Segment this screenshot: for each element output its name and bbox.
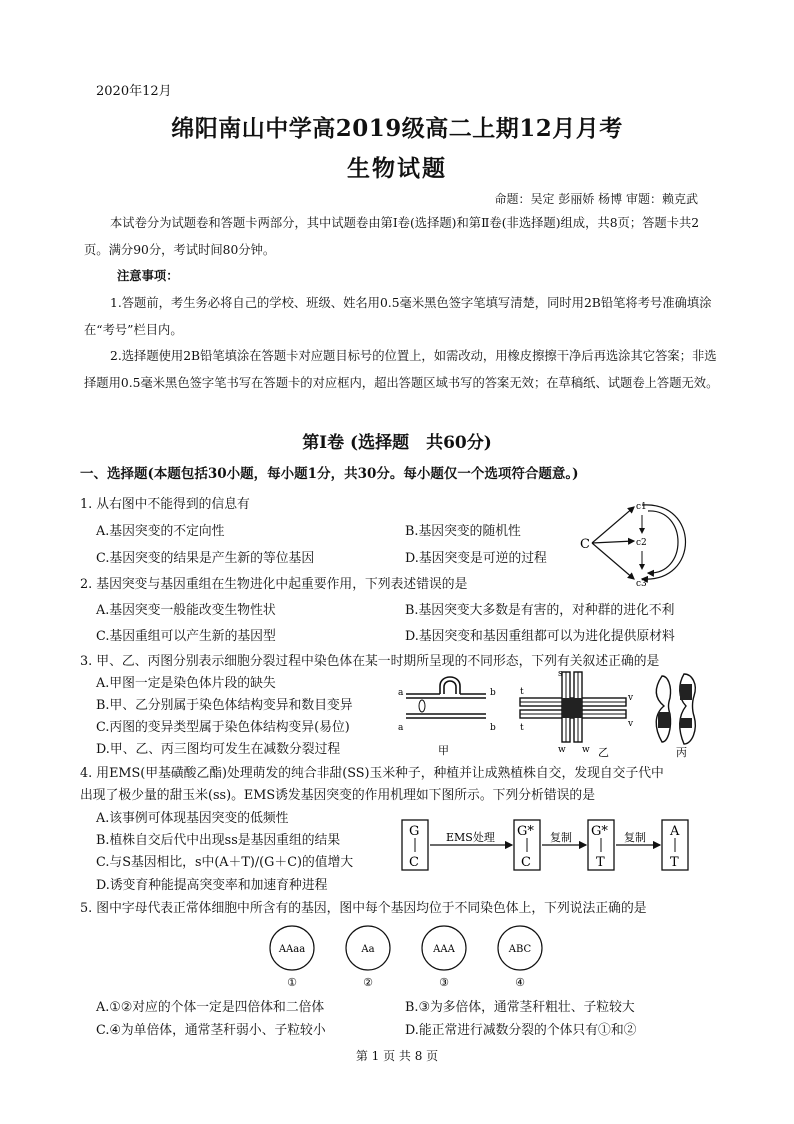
q5-cell-2-genes: Aa bbox=[361, 944, 375, 955]
q1-arrow-c-c1 bbox=[592, 507, 634, 543]
q4-option-c: C.与S基因相比，s中(A＋T)/(G＋C)的值增大 bbox=[96, 855, 354, 870]
notice-item-1-text: 1.答题前，考生务必将自己的学校、班级、姓名用0.5毫米黑色签字笔填写清楚，同时用2B铅笔将考号准确填涂在“考号”栏目内。 bbox=[84, 296, 712, 337]
q5-cell-3-genes: AAA bbox=[433, 944, 455, 955]
q3-label-v-top: v bbox=[628, 693, 634, 703]
q3-label-a-top: a bbox=[398, 688, 404, 698]
q5-option-b: B.③为多倍体，通常茎秆粗壮、子粒较大 bbox=[405, 1000, 635, 1015]
notice-item-1 bbox=[84, 290, 720, 344]
intro-text: 本试卷分为试题卷和答题卡两部分，其中试题卷由第Ⅰ卷(选择题)和第Ⅱ卷(非选择题)组成，共8页；答题卡共2页。满分90分，考试时间80分钟。 bbox=[84, 216, 700, 257]
q5-cell-3-label: ③ bbox=[439, 976, 449, 989]
q5-cell-1-label: ① bbox=[287, 976, 297, 989]
notice-item-2 bbox=[84, 343, 720, 397]
q1-label-c3: c3 bbox=[636, 579, 647, 589]
exam-title: 绵阳南山中学高2019级高二上期12月月考 bbox=[171, 115, 623, 142]
q4-option-d: D.诱变育种能提高突变率和加速育种进程 bbox=[96, 878, 328, 893]
q1-option-a: A.基因突变的不定向性 bbox=[96, 524, 225, 539]
q3-figure-yi bbox=[520, 669, 634, 759]
q4-stem-line-1: 4. 用EMS(甲基磺酸乙酯)处理萌发的纯合非甜(SS)玉米种子，种植并让成熟植株自交，发现自交子代中 bbox=[80, 766, 664, 781]
q4-box-1-bottom: C bbox=[409, 855, 419, 870]
q4-box-2-top: G* bbox=[517, 824, 534, 839]
q3-label-s: s bbox=[558, 669, 563, 679]
q1-inner-arc bbox=[648, 511, 678, 573]
q3-label-t-bottom: t bbox=[520, 723, 524, 733]
q5-cell-2 bbox=[346, 926, 390, 989]
q5-stem: 5. 图中字母代表正常体细胞中所含有的基因，图中每个基因均位于不同染色体上，下列说法正确的是 bbox=[80, 901, 647, 916]
q1-option-b: B.基因突变的随机性 bbox=[405, 524, 521, 539]
q4-box-4-top: A bbox=[670, 824, 680, 839]
q3-option-c: C.丙图的变异类型属于染色体结构变异(易位) bbox=[96, 720, 350, 735]
q3-option-b: B.甲、乙分别属于染色体结构变异和数目变异 bbox=[96, 698, 353, 713]
q5-cell-4-label: ④ bbox=[515, 976, 525, 989]
q3-caption-yi: 乙 bbox=[598, 746, 609, 759]
page-footer: 第 1 页 共 8 页 bbox=[355, 1049, 439, 1063]
q2-option-c: C.基因重组可以产生新的基因型 bbox=[96, 629, 276, 644]
q1-stem: 1. 从右图中不能得到的信息有 bbox=[80, 497, 250, 512]
q3-figure-jia bbox=[398, 677, 496, 757]
q4-box-2-bottom: C bbox=[521, 855, 531, 870]
section-title: 第Ⅰ卷 (选择题 共60分) bbox=[302, 433, 492, 453]
q4-ems-mechanism-diagram bbox=[400, 816, 696, 874]
q5-cell-4 bbox=[498, 926, 542, 989]
exam-date: 2020年12月 bbox=[96, 84, 172, 99]
exam-authors: 命题：吴定 彭丽娇 杨博 审题：赖克武 bbox=[494, 192, 698, 206]
q2-stem: 2. 基因突变与基因重组在生物进化中起重要作用，下列表述错误的是 bbox=[80, 577, 468, 592]
intro-paragraph bbox=[84, 210, 720, 264]
q3-caption-jia: 甲 bbox=[438, 744, 449, 757]
q3-label-w-left: w bbox=[558, 745, 566, 755]
q2-option-d: D.基因突变和基因重组都可以为进化提供原材料 bbox=[405, 629, 675, 644]
q5-option-c: C.④为单倍体，通常茎秆弱小、子粒较小 bbox=[96, 1023, 326, 1038]
q1-option-c: C.基因突变的结果是产生新的等位基因 bbox=[96, 551, 315, 566]
q5-cell-4-genes: ABC bbox=[508, 944, 532, 955]
q1-arrow-c-c3 bbox=[592, 543, 634, 579]
q1-label-c: C bbox=[580, 537, 590, 552]
q3-label-t-top: t bbox=[520, 687, 524, 697]
q5-cell-diagram bbox=[262, 922, 552, 990]
q4-arrow-1-label: EMS处理 bbox=[446, 831, 495, 844]
q4-option-b: B.植株自交后代中出现ss是基因重组的结果 bbox=[96, 833, 341, 848]
q3-caption-bing: 丙 bbox=[676, 746, 687, 759]
q1-label-c1: c1 bbox=[636, 502, 647, 512]
q5-cell-2-label: ② bbox=[363, 976, 373, 989]
q5-option-d: D.能正常进行减数分裂的个体只有①和② bbox=[405, 1023, 637, 1038]
q3-option-a: A.甲图一定是染色体片段的缺失 bbox=[96, 676, 276, 691]
exam-subtitle: 生物试题 bbox=[347, 155, 447, 182]
q5-cell-1 bbox=[270, 926, 314, 989]
q1-mutation-diagram bbox=[570, 495, 710, 591]
q1-outer-arc bbox=[642, 505, 686, 579]
notice-item-2-text: 2.选择题使用2B铅笔填涂在答题卡对应题目标号的位置上，如需改动，用橡皮擦擦干净后再选涂其它答案；非选择题用0.5毫米黑色签字笔书写在答题卡的对应框内，超出答题区域书写的答案无效；在草稿纸、试题卷上答题无效。 bbox=[84, 349, 719, 390]
q5-option-a: A.①②对应的个体一定是四倍体和二倍体 bbox=[96, 1000, 325, 1015]
q3-label-b-bottom: b bbox=[490, 723, 496, 733]
q1-option-d: D.基因突变是可逆的过程 bbox=[405, 551, 547, 566]
q4-box-3-top: G* bbox=[591, 824, 608, 839]
notice-heading: 注意事项： bbox=[117, 268, 179, 283]
q4-box-3-bottom: T bbox=[596, 855, 605, 870]
q4-option-a: A.该事例可体现基因突变的低频性 bbox=[96, 811, 289, 826]
q5-cell-3 bbox=[422, 926, 466, 989]
q4-box-1-top: G bbox=[409, 824, 420, 839]
q1-label-c2: c2 bbox=[636, 538, 647, 548]
q3-label-a-bottom: a bbox=[398, 723, 404, 733]
q3-option-d: D.甲、乙、丙三图均可发生在减数分裂过程 bbox=[96, 742, 341, 757]
q1-arrow-c-c2 bbox=[592, 541, 634, 543]
q4-box-4-bottom: T bbox=[670, 855, 679, 870]
q3-label-w-right: w bbox=[582, 745, 590, 755]
q2-option-b: B.基因突变大多数是有害的，对种群的进化不利 bbox=[405, 603, 675, 618]
q2-option-a: A.基因突变一般能改变生物性状 bbox=[96, 603, 276, 618]
q3-stem: 3. 甲、乙、丙图分别表示细胞分裂过程中染色体在某一时期所呈现的不同形态，下列有关叙述正确的是 bbox=[80, 654, 660, 669]
q4-arrow-2-label: 复制 bbox=[550, 831, 572, 844]
q3-label-b-top: b bbox=[490, 688, 496, 698]
q4-arrow-3-label: 复制 bbox=[624, 831, 646, 844]
q3-label-v-bottom: v bbox=[628, 719, 634, 729]
q3-figure-bing bbox=[656, 674, 695, 759]
q3-chromosome-figures bbox=[392, 668, 722, 760]
q5-cell-1-genes: AAaa bbox=[278, 944, 306, 955]
section-instructions: 一、选择题(本题包括30小题，每小题1分，共30分。每小题仅一个选项符合题意。) bbox=[80, 466, 579, 482]
q4-stem-line-2: 出现了极少量的甜玉米(ss)。EMS诱发基因突变的作用机理如下图所示。下列分析错误的是 bbox=[80, 788, 596, 803]
